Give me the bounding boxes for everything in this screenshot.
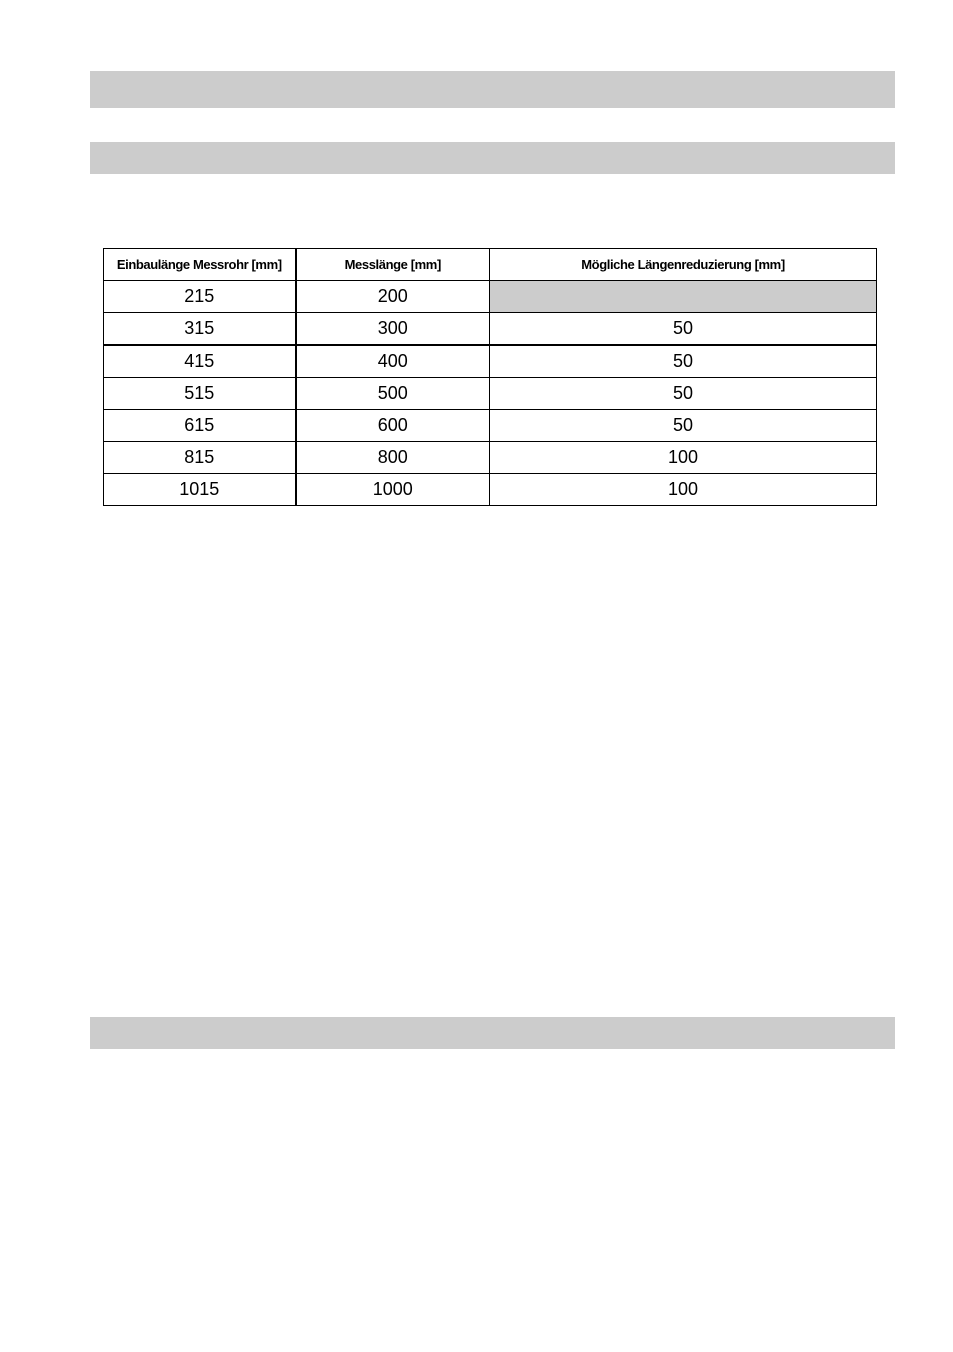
cell-possible-reduction: 50	[490, 410, 877, 442]
section-header-bar-2	[90, 142, 895, 174]
cell-installation-length: 1015	[104, 474, 296, 506]
section-header-bar-1	[90, 71, 895, 108]
cell-measuring-length: 1000	[296, 474, 490, 506]
cell-possible-reduction: 50	[490, 313, 877, 346]
cell-installation-length: 315	[104, 313, 296, 346]
header-installation-length: Einbaulänge Messrohr [mm]	[104, 249, 296, 281]
table-row	[104, 442, 877, 474]
cell-measuring-length: 400	[296, 345, 490, 378]
table-row	[104, 281, 877, 313]
cell-measuring-length: 300	[296, 313, 490, 346]
cell-installation-length: 515	[104, 378, 296, 410]
section-header-bar-3	[90, 1017, 895, 1049]
table-row	[104, 474, 877, 506]
table-row	[104, 378, 877, 410]
cell-possible-reduction: 50	[490, 378, 877, 410]
cell-possible-reduction: 100	[490, 442, 877, 474]
table-row	[104, 410, 877, 442]
cell-measuring-length: 600	[296, 410, 490, 442]
cell-measuring-length: 500	[296, 378, 490, 410]
cell-measuring-length: 200	[296, 281, 490, 313]
header-measuring-length: Messlänge [mm]	[296, 249, 490, 281]
cell-possible-reduction: 50	[490, 345, 877, 378]
cell-measuring-length: 800	[296, 442, 490, 474]
cell-possible-reduction: 100	[490, 474, 877, 506]
cell-installation-length: 615	[104, 410, 296, 442]
cell-installation-length: 815	[104, 442, 296, 474]
table-header-row	[104, 249, 877, 281]
cell-installation-length: 415	[104, 345, 296, 378]
table-row	[104, 313, 877, 346]
header-possible-reduction: Mögliche Längenreduzierung [mm]	[490, 249, 877, 281]
cell-installation-length: 215	[104, 281, 296, 313]
length-specification-table	[103, 248, 877, 506]
cell-possible-reduction-empty	[490, 281, 877, 313]
table-row	[104, 345, 877, 378]
